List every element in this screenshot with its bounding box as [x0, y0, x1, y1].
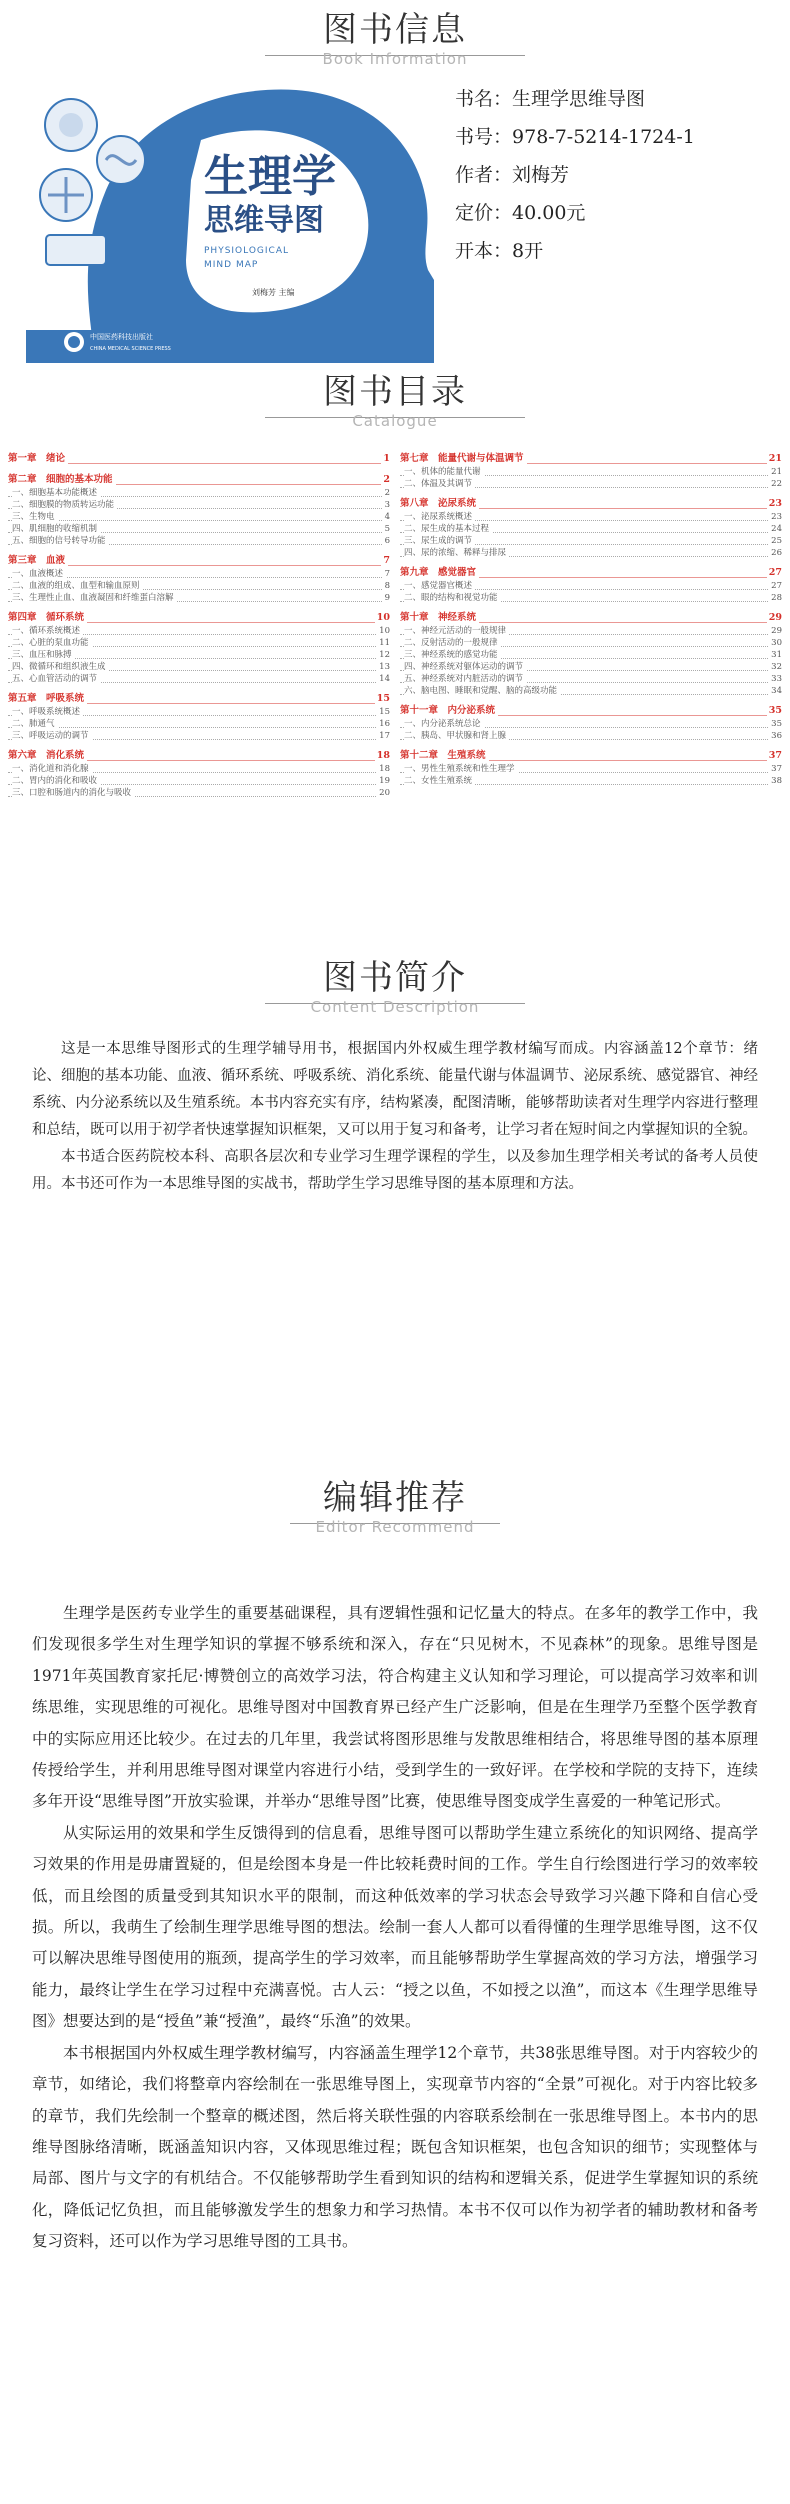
toc-section-label: 三、生理性止血、血液凝固和纤维蛋白溶解 — [12, 593, 177, 603]
toc-section — [400, 775, 782, 787]
recommend-title: 编辑推荐 — [323, 1478, 467, 1518]
toc-section — [400, 592, 782, 604]
field-format — [455, 232, 775, 270]
description-paragraph: 本书适合医药院校本科、高职各层次和专业学习生理学课程的学生，以及参加生理学相关考试的备考人员使用。本书还可作为一本思维导图的实战书，帮助学生学习思维导图的基本原理和方法。 — [32, 1149, 758, 1192]
toc-section — [8, 625, 390, 637]
svg-text:中国医药科技出版社: 中国医药科技出版社 — [90, 333, 153, 341]
toc-section-label: 六、脑电图、睡眠和觉醒、脑的高级功能 — [404, 686, 560, 696]
toc-chapter-page: 21 — [768, 453, 782, 464]
toc-section-label: 一、男性生殖系统和性生理学 — [404, 764, 518, 774]
toc-leader — [8, 520, 382, 521]
toc-chapter-label: 第七章 能量代谢与体温调节 — [400, 453, 527, 464]
recommend-body — [32, 1598, 758, 2258]
toc-section-page: 27 — [771, 581, 782, 591]
toc-chapter — [8, 473, 390, 487]
toc-section-label: 三、血压和脉搏 — [12, 650, 75, 660]
toc-section — [400, 625, 782, 637]
toc-left-column — [8, 452, 390, 799]
book-info-title: 图书信息 — [323, 10, 467, 50]
toc-section-label: 一、机体的能量代谢 — [404, 467, 484, 477]
toc-section-page: 8 — [384, 581, 390, 591]
toc-section — [400, 661, 782, 673]
toc-section-page: 15 — [379, 707, 390, 717]
toc-section-page: 19 — [379, 776, 390, 786]
cover-subtitle-2: MIND MAP — [204, 260, 259, 270]
toc-chapter — [400, 497, 782, 511]
toc-chapter — [8, 452, 390, 466]
toc-section-page: 21 — [771, 467, 782, 477]
cover-author: 刘梅芳 主编 — [252, 288, 295, 297]
toc-chapter — [400, 611, 782, 625]
toc-chapter — [400, 452, 782, 466]
toc-chapter-label: 第二章 细胞的基本功能 — [8, 474, 116, 485]
toc-chapter — [8, 749, 390, 763]
toc-section-label: 二、女性生殖系统 — [404, 776, 475, 786]
toc-section — [8, 661, 390, 673]
cover-subtitle-1: PHYSIOLOGICAL — [204, 246, 290, 256]
toc-chapter-label: 第十二章 生殖系统 — [400, 750, 489, 761]
toc-section-page: 11 — [379, 638, 390, 648]
toc-chapter-label: 第五章 呼吸系统 — [8, 693, 87, 704]
toc-section-page: 36 — [771, 731, 782, 741]
toc-chapter-page: 18 — [376, 750, 390, 761]
field-author — [455, 156, 775, 194]
toc-section — [8, 523, 390, 535]
toc-section — [8, 487, 390, 499]
field-value: 40.00元 — [512, 202, 586, 224]
toc-section-label: 一、消化道和消化腺 — [12, 764, 92, 774]
toc-chapter-page: 2 — [383, 474, 390, 485]
toc-section-label: 二、眼的结构和视觉功能 — [404, 593, 501, 603]
toc-section — [400, 535, 782, 547]
field-value: 8开 — [512, 240, 544, 262]
toc-section-label: 五、细胞的信号转导功能 — [12, 536, 109, 546]
toc-section-label: 二、心脏的泵血功能 — [12, 638, 92, 648]
recommend-paragraph: 本书根据国内外权威生理学教材编写，内容涵盖生理学12个章节，共38张思维导图。对于内容较少的章节，如绪论，我们将整章内容绘制在一张思维导图上，实现章节内容的“全景”可视化。对于内容比较多的章节，我们先绘制一个整章的概述图，然后将关联性强的内容联系绘制在一张思维导图上。本书内的思维导图脉络清晰，既涵盖知识内容，又体现思维过程；既包含知识框架，也包含知识的细节；实现整体与局部、图片与文字的有机结合。不仅能够帮助学生看到知识的结构和逻辑关系，促进学生掌握知识的系统化，降低记忆负担，而且能够激发学生的想象力和学习热情。本书不仅可以作为初学者的辅助教材和备考复习资料，还可以作为学习思维导图的工具书。 — [32, 2043, 758, 2251]
toc-section — [8, 535, 390, 547]
toc-chapter — [400, 749, 782, 763]
book-cover — [26, 80, 434, 363]
toc-section-page: 13 — [379, 662, 390, 672]
description-subtitle: Content Description — [310, 998, 480, 1016]
toc-section-label: 三、生物电 — [12, 512, 58, 522]
book-info-subtitle: Book Information — [322, 50, 468, 68]
toc-section — [400, 511, 782, 523]
field-label: 书号： — [455, 126, 513, 148]
toc-section-label: 一、神经元活动的一般规律 — [404, 626, 509, 636]
toc-section-page: 30 — [771, 638, 782, 648]
toc-section — [400, 763, 782, 775]
toc-chapter-label: 第十章 神经系统 — [400, 612, 479, 623]
toc-section — [400, 649, 782, 661]
toc-section — [400, 685, 782, 697]
toc-chapter — [400, 704, 782, 718]
toc-section-page: 6 — [384, 536, 390, 546]
toc-section — [400, 718, 782, 730]
toc-chapter-page: 10 — [376, 612, 390, 623]
toc-section-label: 一、细胞基本功能概述 — [12, 488, 100, 498]
toc-section — [400, 580, 782, 592]
toc-section — [400, 478, 782, 490]
toc-section-page: 2 — [384, 488, 390, 498]
toc-section-page: 5 — [384, 524, 390, 534]
toc-chapter-page: 23 — [768, 498, 782, 509]
toc-section-label: 二、肺通气 — [12, 719, 58, 729]
book-info-heading — [0, 10, 790, 68]
toc-chapter-page: 37 — [768, 750, 782, 761]
toc-section-label: 一、血液概述 — [12, 569, 66, 579]
toc-section-page: 9 — [384, 593, 390, 603]
toc-section — [400, 730, 782, 742]
toc-chapter — [8, 554, 390, 568]
toc-section-label: 二、尿生成的基本过程 — [404, 524, 492, 534]
toc-chapter-label: 第九章 感觉器官 — [400, 567, 479, 578]
catalogue-title: 图书目录 — [323, 372, 467, 412]
toc-section-page: 14 — [379, 674, 390, 684]
toc-section-label: 四、微循环和组织液生成 — [12, 662, 109, 672]
recommend-subtitle: Editor Recommend — [315, 1518, 475, 1536]
toc-section-page: 35 — [771, 719, 782, 729]
toc-section-page: 29 — [771, 626, 782, 636]
toc-section-label: 三、尿生成的调节 — [404, 536, 475, 546]
toc-section-label: 一、呼吸系统概述 — [12, 707, 83, 717]
toc-chapter-label: 第八章 泌尿系统 — [400, 498, 479, 509]
toc-section-label: 一、循环系统概述 — [12, 626, 83, 636]
description-paragraph: 这是一本思维导图形式的生理学辅导用书，根据国内外权威生理学教材编写而成。内容涵盖12个章节：绪论、细胞的基本功能、血液、循环系统、呼吸系统、消化系统、能量代谢与体温调节、泌尿系统、感觉器官、神经系统、内分泌系统以及生殖系统。本书内容充实有序，结构紧凑，配图清晰，能够帮助读者对生理学内容进行整理和总结，既可以用于初学者快速掌握知识框架，又可以用于复习和备考，让学习者在短时间之内掌握知识的全貌。 — [32, 1041, 758, 1138]
toc-section-label: 一、内分泌系统总论 — [404, 719, 484, 729]
catalogue-subtitle: Catalogue — [352, 412, 438, 430]
toc-section-page: 3 — [384, 500, 390, 510]
toc-leader — [8, 727, 382, 728]
field-value: 刘梅芳 — [512, 164, 570, 186]
toc-chapter — [400, 566, 782, 580]
toc-section-label: 四、神经系统对躯体运动的调节 — [404, 662, 526, 672]
toc-section — [400, 673, 782, 685]
toc-chapter-label: 第十一章 内分泌系统 — [400, 705, 498, 716]
toc-section — [8, 637, 390, 649]
toc-chapter — [8, 692, 390, 706]
toc-section — [400, 547, 782, 559]
toc-section-page: 31 — [771, 650, 782, 660]
toc-chapter-page: 35 — [768, 705, 782, 716]
toc-section-label: 一、泌尿系统概述 — [404, 512, 475, 522]
cover-title-line2: 思维导图 — [204, 203, 324, 238]
toc-section-page: 18 — [379, 764, 390, 774]
toc-section-label: 二、胃内的消化和吸收 — [12, 776, 100, 786]
toc-section — [8, 730, 390, 742]
field-label: 开本： — [455, 240, 513, 262]
toc-section — [8, 511, 390, 523]
toc-section-label: 三、神经系统的感觉功能 — [404, 650, 501, 660]
description-heading — [0, 958, 790, 1016]
cover-title-line1: 生理学 — [204, 151, 336, 202]
toc-section-page: 32 — [771, 662, 782, 672]
toc-section-page: 22 — [771, 479, 782, 489]
field-label: 书名： — [455, 88, 513, 110]
toc-chapter-page: 15 — [376, 693, 390, 704]
toc-section-page: 26 — [771, 548, 782, 558]
recommend-paragraph: 从实际运用的效果和学生反馈得到的信息看，思维导图可以帮助学生建立系统化的知识网络、提高学习效果的作用是毋庸置疑的，但是绘图本身是一件比较耗费时间的工作。学生自行绘图进行学习的效率较低，而且绘图的质量受到其知识水平的限制，而这种低效率的学习状态会导致学习兴趣下降和自信心受损。所以，我萌生了绘制生理学思维导图的想法。绘制一套人人都可以看得懂的生理学思维导图，这不仅可以解决思维导图使用的瓶颈，提高学生的学习效率，而且能够帮助学生掌握高效的学习方法，增强学习能力，最终让学生在学习过程中充满喜悦。古人云：“授之以鱼，不如授之以渔”，而这本《生理学思维导图》想要达到的是“授鱼”兼“授渔”，最终“乐渔”的效果。 — [32, 1823, 758, 2031]
toc-section-label: 四、肌细胞的收缩机制 — [12, 524, 100, 534]
toc-section-page: 34 — [771, 686, 782, 696]
toc-section-page: 23 — [771, 512, 782, 522]
toc-chapter-label: 第三章 血液 — [8, 555, 68, 566]
toc-chapter-label: 第六章 消化系统 — [8, 750, 87, 761]
recommend-heading — [0, 1478, 790, 1536]
toc-section — [8, 673, 390, 685]
toc-section — [8, 718, 390, 730]
field-value: 生理学思维导图 — [512, 88, 646, 110]
toc-section — [8, 787, 390, 799]
toc-section-page: 33 — [771, 674, 782, 684]
toc-right-column — [400, 452, 782, 787]
toc-section-label: 二、胰岛、甲状腺和肾上腺 — [404, 731, 509, 741]
toc-chapter-page: 27 — [768, 567, 782, 578]
toc-section-page: 37 — [771, 764, 782, 774]
toc-chapter-page: 1 — [383, 453, 390, 464]
toc-section-page: 7 — [384, 569, 390, 579]
toc-section — [8, 592, 390, 604]
toc-section-label: 二、体温及其调节 — [404, 479, 475, 489]
book-info-fields — [455, 80, 775, 270]
field-label: 作者： — [455, 164, 513, 186]
toc-chapter-label: 第一章 绪论 — [8, 453, 68, 464]
toc-section — [8, 649, 390, 661]
toc-section — [8, 499, 390, 511]
description-body — [32, 1036, 758, 1198]
catalogue-heading — [0, 372, 790, 430]
toc-section-page: 17 — [379, 731, 390, 741]
toc-section-page: 16 — [379, 719, 390, 729]
toc-section-label: 三、呼吸运动的调节 — [12, 731, 92, 741]
toc-chapter — [8, 611, 390, 625]
description-title: 图书简介 — [323, 958, 467, 998]
svg-text:CHINA MEDICAL SCIENCE PRESS: CHINA MEDICAL SCIENCE PRESS — [90, 346, 171, 352]
toc-section-label: 四、尿的浓缩、稀释与排尿 — [404, 548, 509, 558]
toc-section-page: 12 — [379, 650, 390, 660]
toc-section-label: 三、口腔和肠道内的消化与吸收 — [12, 788, 134, 798]
toc-section-page: 4 — [384, 512, 390, 522]
toc-section-label: 二、细胞膜的物质转运功能 — [12, 500, 117, 510]
toc-section — [8, 580, 390, 592]
toc-section — [400, 523, 782, 535]
toc-chapter-page: 7 — [383, 555, 390, 566]
field-label: 定价： — [455, 202, 513, 224]
toc-section — [400, 466, 782, 478]
toc-section-page: 10 — [379, 626, 390, 636]
toc-section-page: 20 — [379, 788, 390, 798]
toc-section-page: 38 — [771, 776, 782, 786]
toc-section-label: 五、神经系统对内脏活动的调节 — [404, 674, 526, 684]
field-price — [455, 194, 775, 232]
toc-section-label: 二、反射活动的一般规律 — [404, 638, 501, 648]
toc-section-label: 一、感觉器官概述 — [404, 581, 475, 591]
recommend-paragraph: 生理学是医药专业学生的重要基础课程，具有逻辑性强和记忆量大的特点。在多年的教学工作中，我们发现很多学生对生理学知识的掌握不够系统和深入，存在“只见树木，不见森林”的现象。思维导图是1971年英国教育家托尼·博赞创立的高效学习法，符合构建主义认知和学习理论，可以提高学习效率和训练思维，实现思维的可视化。思维导图对中国教育界已经产生广泛影响，但是在生理学乃至整个医学教育中的实际应用还比较少。在过去的几年里，我尝试将图形思维与发散思维相结合，将思维导图的基本原理传授给学生，并利用思维导图对课堂内容进行小结，受到学生的一致好评。在学校和学院的支持下，连续多年开设“思维导图”开放实验课，并举办“思维导图”比赛，使思维导图变成学生喜爱的一种笔记形式。 — [32, 1604, 758, 1811]
toc-section — [8, 775, 390, 787]
toc-section-page: 28 — [771, 593, 782, 603]
field-isbn — [455, 118, 775, 156]
field-value: 978-7-5214-1724-1 — [512, 126, 695, 148]
field-title — [455, 80, 775, 118]
toc-section-label: 二、血液的组成、血型和输血原则 — [12, 581, 143, 591]
toc-chapter-label: 第四章 循环系统 — [8, 612, 87, 623]
toc-section — [8, 706, 390, 718]
toc-section-label: 五、心血管活动的调节 — [12, 674, 100, 684]
toc-section — [8, 763, 390, 775]
toc-section-page: 25 — [771, 536, 782, 546]
toc-section-page: 24 — [771, 524, 782, 534]
toc-section — [8, 568, 390, 580]
toc-chapter-page: 29 — [768, 612, 782, 623]
toc-section — [400, 637, 782, 649]
